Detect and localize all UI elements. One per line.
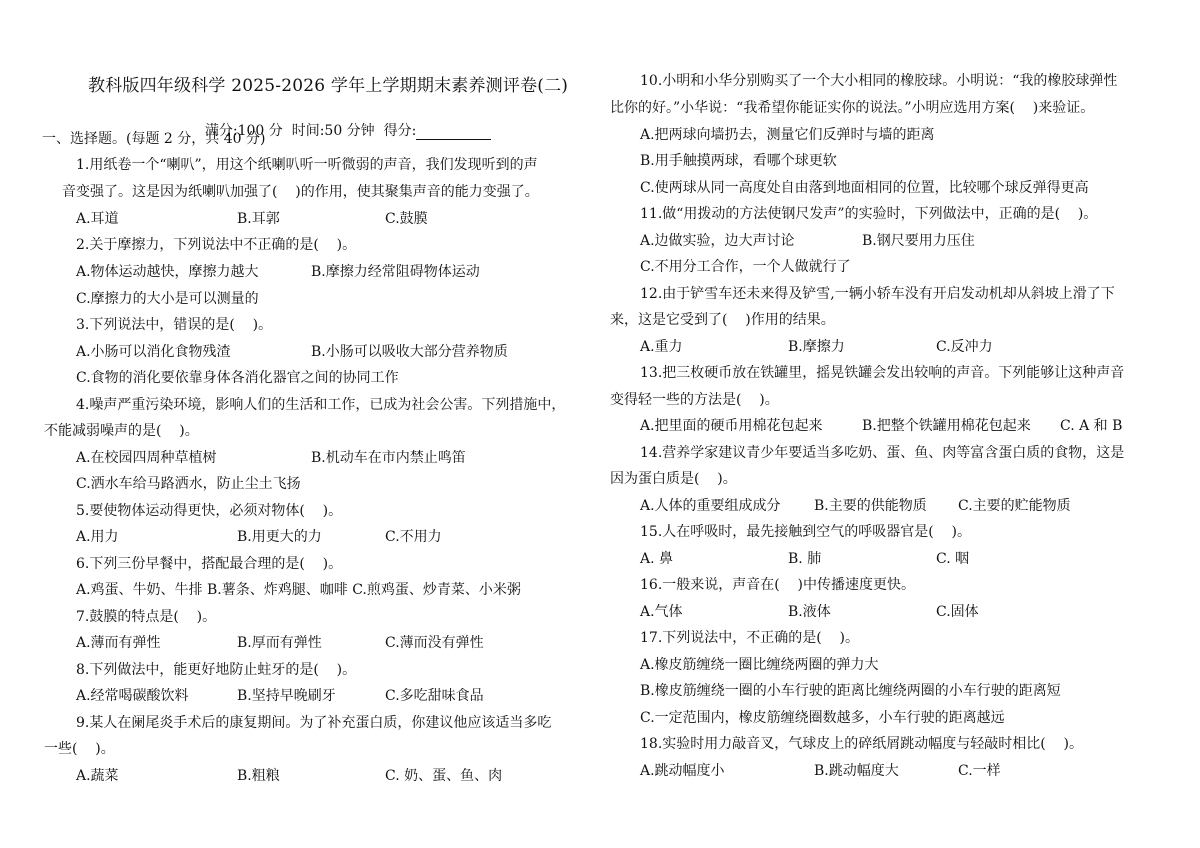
question-12: 12.由于铲雪车还未来得及铲雪,一辆小轿车没有开启发动机却从斜坡上滑了下: [640, 286, 1115, 302]
question-15: 15.人在呼吸时，最先接触到空气的呼吸器官是( )。: [640, 524, 971, 540]
question-17: 17.下列说法中，不正确的是( )。: [640, 630, 859, 646]
question-6: 6.下列三份早餐中，搭配最合理的是( )。: [76, 556, 343, 572]
q8-option-c[interactable]: C.多吃甜味食品: [385, 688, 484, 704]
q3-option-c[interactable]: C.食物的消化要依靠身体各消化器官之间的协同工作: [76, 370, 399, 386]
q12-option-b[interactable]: B.摩擦力: [788, 339, 845, 355]
question-18: 18.实验时用力敲音叉，气球皮上的碎纸屑跳动幅度与轻敲时相比( )。: [640, 736, 1083, 752]
q16-option-b[interactable]: B.液体: [788, 604, 831, 620]
q17-option-c[interactable]: C.一定范围内，橡皮筋缠绕圈数越多，小车行驶的距离越远: [640, 710, 1005, 726]
score-blank[interactable]: [416, 125, 491, 140]
q9-option-b[interactable]: B.粗粮: [237, 768, 280, 784]
q11-option-b[interactable]: B.钢尺要用力压住: [862, 233, 975, 249]
q14-option-a[interactable]: A.人体的重要组成成分: [640, 498, 781, 514]
q8-option-b[interactable]: B.坚持早晚刷牙: [237, 688, 336, 704]
question-13: 13.把三枚硬币放在铁罐里，摇晃铁罐会发出较响的声音。下列能够让这种声音: [640, 365, 1125, 381]
q5-option-b[interactable]: B.用更大的力: [237, 529, 322, 545]
question-16: 16.一般来说，声音在( )中传播速度更快。: [640, 577, 915, 593]
q18-option-c[interactable]: C.一样: [958, 763, 1001, 779]
q13-option-b[interactable]: B.把整个铁罐用棉花包起来: [862, 418, 1031, 434]
section-heading: 一、选择题。(每题 2 分，共 40 分): [42, 131, 266, 147]
q16-option-c[interactable]: C.固体: [936, 604, 979, 620]
q4-option-c[interactable]: C.洒水车给马路洒水，防止尘土飞扬: [76, 476, 301, 492]
q9-option-a[interactable]: A.蔬菜: [76, 768, 119, 784]
question-9-cont: 一些( )。: [44, 741, 115, 757]
page-title: 教科版四年级科学 2025-2026 学年上学期期末素养测评卷(二): [88, 76, 569, 96]
q14-option-b[interactable]: B.主要的供能物质: [814, 498, 927, 514]
q10-option-b[interactable]: B.用手触摸两球，看哪个球更软: [640, 153, 837, 169]
question-12-cont: 来，这是它受到了( )作用的结果。: [610, 312, 835, 328]
q7-option-a[interactable]: A.薄而有弹性: [76, 635, 161, 651]
q15-option-b[interactable]: B. 肺: [788, 551, 822, 567]
q7-option-b[interactable]: B.厚而有弹性: [237, 635, 322, 651]
q2-option-a[interactable]: A.物体运动越快，摩擦力越大: [76, 264, 259, 280]
q5-option-c[interactable]: C.不用力: [385, 529, 442, 545]
question-4-cont: 不能减弱噪声的是( )。: [44, 423, 199, 439]
q15-option-c[interactable]: C. 咽: [936, 551, 970, 567]
q12-option-c[interactable]: C.反冲力: [936, 339, 993, 355]
q2-option-c[interactable]: C.摩擦力的大小是可以测量的: [76, 291, 259, 307]
question-4: 4.噪声严重污染环境，影响人们的生活和工作，已成为社会公害。下列措施中，: [76, 397, 566, 413]
q13-option-a[interactable]: A.把里面的硬币用棉花包起来: [640, 418, 823, 434]
q6-options[interactable]: A.鸡蛋、牛奶、牛排 B.薯条、炸鸡腿、咖啡 C.煎鸡蛋、炒青菜、小米粥: [76, 582, 521, 598]
q13-option-c[interactable]: C. A 和 B: [1060, 418, 1123, 434]
q16-option-a[interactable]: A.气体: [640, 604, 683, 620]
question-11: 11.做“用拨动的方法使钢尺发声”的实验时，下列做法中，正确的是( )。: [640, 206, 1098, 222]
question-14: 14.营养学家建议青少年要适当多吃奶、蛋、鱼、肉等富含蛋白质的食物，这是: [640, 445, 1125, 461]
q10-option-c[interactable]: C.使两球从同一高度处自由落到地面相同的位置，比较哪个球反弹得更高: [640, 180, 1089, 196]
question-1: 1.用纸卷一个“喇叭”，用这个纸喇叭听一听微弱的声音，我们发现听到的声: [76, 157, 538, 173]
q10-option-a[interactable]: A.把两球向墙扔去，测量它们反弹时与墙的距离: [640, 127, 935, 143]
q11-option-a[interactable]: A.边做实验，边大声讨论: [640, 233, 795, 249]
q18-option-a[interactable]: A.跳动幅度小: [640, 763, 725, 779]
q2-option-b[interactable]: B.摩擦力经常阻碍物体运动: [311, 264, 480, 280]
question-7: 7.鼓膜的特点是( )。: [76, 609, 217, 625]
q17-option-b[interactable]: B.橡皮筋缠绕一圈的小车行驶的距离比缠绕两圈的小车行驶的距离短: [640, 683, 1061, 699]
q17-option-a[interactable]: A.橡皮筋缠绕一圈比缠绕两圈的弹力大: [640, 657, 879, 673]
q18-option-b[interactable]: B.跳动幅度大: [814, 763, 899, 779]
q14-option-c[interactable]: C.主要的贮能物质: [958, 498, 1071, 514]
q8-option-a[interactable]: A.经常喝碳酸饮料: [76, 688, 189, 704]
q7-option-c[interactable]: C.薄而没有弹性: [385, 635, 484, 651]
q3-option-a[interactable]: A.小肠可以消化食物残渣: [76, 344, 231, 360]
question-2: 2.关于摩擦力，下列说法中不正确的是( )。: [76, 237, 357, 253]
question-1-cont: 音变强了。这是因为纸喇叭加强了( )的作用，使其聚集声音的能力变强了。: [62, 184, 539, 200]
question-10: 10.小明和小华分别购买了一个大小相同的橡胶球。小明说：“我的橡胶球弹性: [640, 73, 1118, 89]
question-13-cont: 变得轻一些的方法是( )。: [610, 392, 779, 408]
q11-option-c[interactable]: C.不用分工合作，一个人做就行了: [640, 259, 851, 275]
q1-option-a[interactable]: A.耳道: [76, 211, 119, 227]
exam-meta-text: 满分:100 分 时间:50 分钟 得分:: [204, 123, 417, 139]
question-8: 8.下列做法中，能更好地防止蛀牙的是( )。: [76, 662, 357, 678]
question-14-cont: 因为蛋白质是( )。: [610, 471, 737, 487]
question-5: 5.要使物体运动得更快，必须对物体( )。: [76, 503, 343, 519]
question-10-cont: 比你的好。”小华说：“我希望你能证实你的说法。”小明应选用方案( )来验证。: [610, 100, 1095, 116]
q9-option-c[interactable]: C. 奶、蛋、鱼、肉: [385, 768, 503, 784]
q5-option-a[interactable]: A.用力: [76, 529, 119, 545]
q12-option-a[interactable]: A.重力: [640, 339, 683, 355]
q1-option-b[interactable]: B.耳郭: [237, 211, 280, 227]
q3-option-b[interactable]: B.小肠可以吸收大部分营养物质: [311, 344, 508, 360]
q1-option-c[interactable]: C.鼓膜: [385, 211, 428, 227]
q4-option-b[interactable]: B.机动车在市内禁止鸣笛: [311, 450, 466, 466]
q4-option-a[interactable]: A.在校园四周种草植树: [76, 450, 217, 466]
question-9: 9.某人在阑尾炎手术后的康复期间。为了补充蛋白质，你建议他应该适当多吃: [76, 715, 552, 731]
question-3: 3.下列说法中，错误的是( )。: [76, 317, 273, 333]
q15-option-a[interactable]: A. 鼻: [640, 551, 674, 567]
